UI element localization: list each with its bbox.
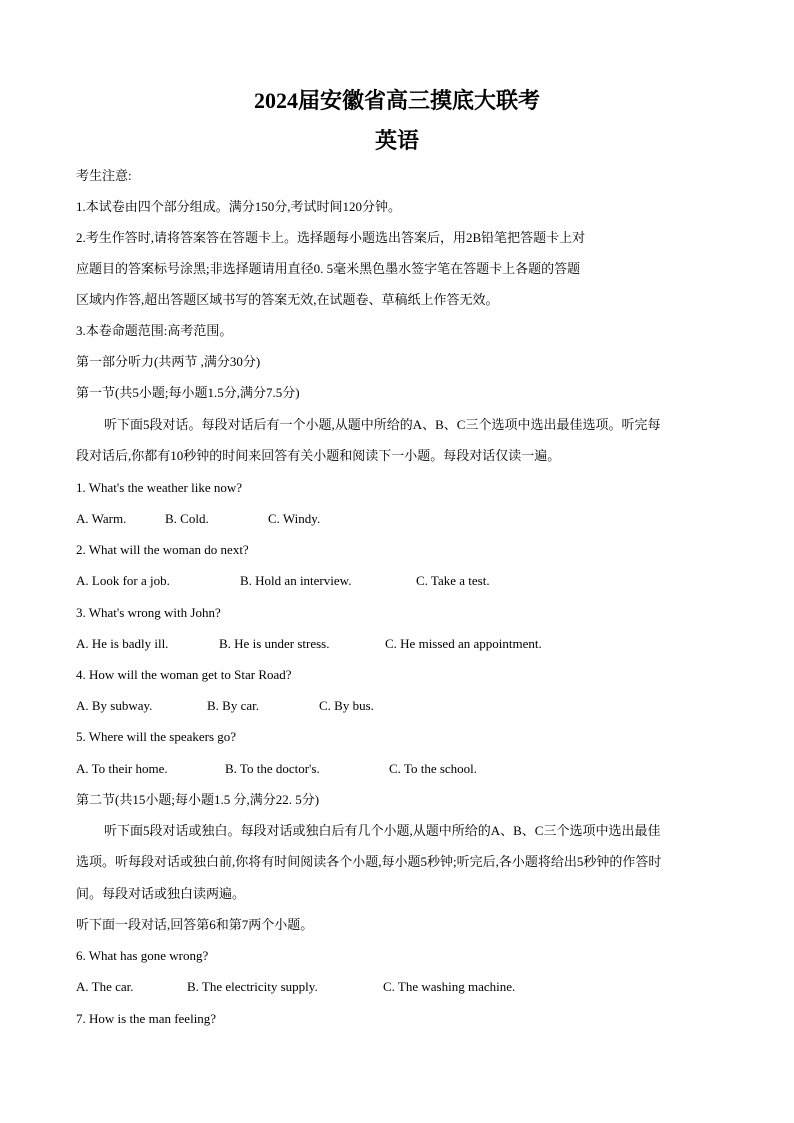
q3-option-c: C. He missed an appointment. (385, 636, 542, 651)
question-7: 7. How is the man feeling? (76, 1011, 217, 1026)
q6-option-a: A. The car. (76, 979, 134, 994)
section2-heading: 第二节(共15小题;每小题1.5 分,满分22. 5分) (76, 792, 320, 807)
q5-option-b: B. To the doctor's. (225, 761, 320, 776)
notice-item-2c: 区域内作答,超出答题区域书写的答案无效,在试题卷、草稿纸上作答无效。 (76, 292, 499, 307)
notice-item-3: 3.本卷命题范围:高考范围。 (76, 323, 233, 338)
question-1: 1. What's the weather like now? (76, 480, 242, 495)
section1-instructions-b: 段对话后,你都有10秒钟的时间来回答有关小题和阅读下一小题。每段对话仅读一遍。 (76, 448, 561, 463)
question-3: 3. What's wrong with John? (76, 605, 221, 620)
q3-option-b: B. He is under stress. (219, 636, 330, 651)
q5-option-a: A. To their home. (76, 761, 168, 776)
q3-option-a: A. He is badly ill. (76, 636, 169, 651)
q1-option-c: C. Windy. (268, 511, 321, 526)
part1-heading: 第一部分听力(共两节 ,满分30分) (76, 354, 261, 369)
notice-heading: 考生注意: (76, 168, 132, 183)
q6-option-c: C. The washing machine. (383, 979, 516, 994)
q2-option-c: C. Take a test. (416, 573, 490, 588)
q4-option-b: B. By car. (207, 698, 259, 713)
q1-option-b: B. Cold. (165, 511, 209, 526)
q2-option-a: A. Look for a job. (76, 573, 170, 588)
exam-title: 2024届安徽省高三摸底大联考 (253, 88, 540, 113)
section1-heading: 第一节(共5小题;每小题1.5分,满分7.5分) (76, 385, 300, 400)
notice-item-2b: 应题目的答案标号涂黑;非选择题请用直径0. 5毫米黑色墨水签字笔在答题卡上各题的答题 (76, 261, 581, 276)
q2-option-b: B. Hold an interview. (240, 573, 352, 588)
question-5: 5. Where will the speakers go? (76, 729, 237, 744)
subject-title: 英语 (374, 128, 419, 153)
notice-item-2a: 2.考生作答时,请将答案答在答题卡上。选择题每小题选出答案后，用2B铅笔把答题卡上对 (76, 230, 586, 245)
section2-sub-instructions: 听下面一段对话,回答第6和第7两个小题。 (76, 917, 314, 932)
section2-instructions-c: 间。每段对话或独白读两遍。 (76, 886, 246, 901)
section2-instructions-a: 听下面5段对话或独白。每段对话或独白后有几个小题,从题中所给的A、B、C三个选项中选出最佳 (104, 823, 661, 838)
q1-option-a: A. Warm. (76, 511, 127, 526)
notice-item-1: 1.本试卷由四个部分组成。满分150分,考试时间120分钟。 (76, 199, 402, 214)
q6-option-b: B. The electricity supply. (187, 979, 318, 994)
question-4: 4. How will the woman get to Star Road? (76, 667, 292, 682)
q4-option-c: C. By bus. (319, 698, 374, 713)
q4-option-a: A. By subway. (76, 698, 153, 713)
question-6: 6. What has gone wrong? (76, 948, 209, 963)
section2-instructions-b: 选项。听每段对话或独白前,你将有时间阅读各个小题,每小题5秒钟;听完后,各小题将给出5秒钟的作答时 (76, 854, 662, 869)
question-2: 2. What will the woman do next? (76, 542, 249, 557)
section1-instructions-a: 听下面5段对话。每段对话后有一个小题,从题中所给的A、B、C三个选项中选出最佳选项。听完每 (104, 417, 661, 432)
q5-option-c: C. To the school. (389, 761, 478, 776)
